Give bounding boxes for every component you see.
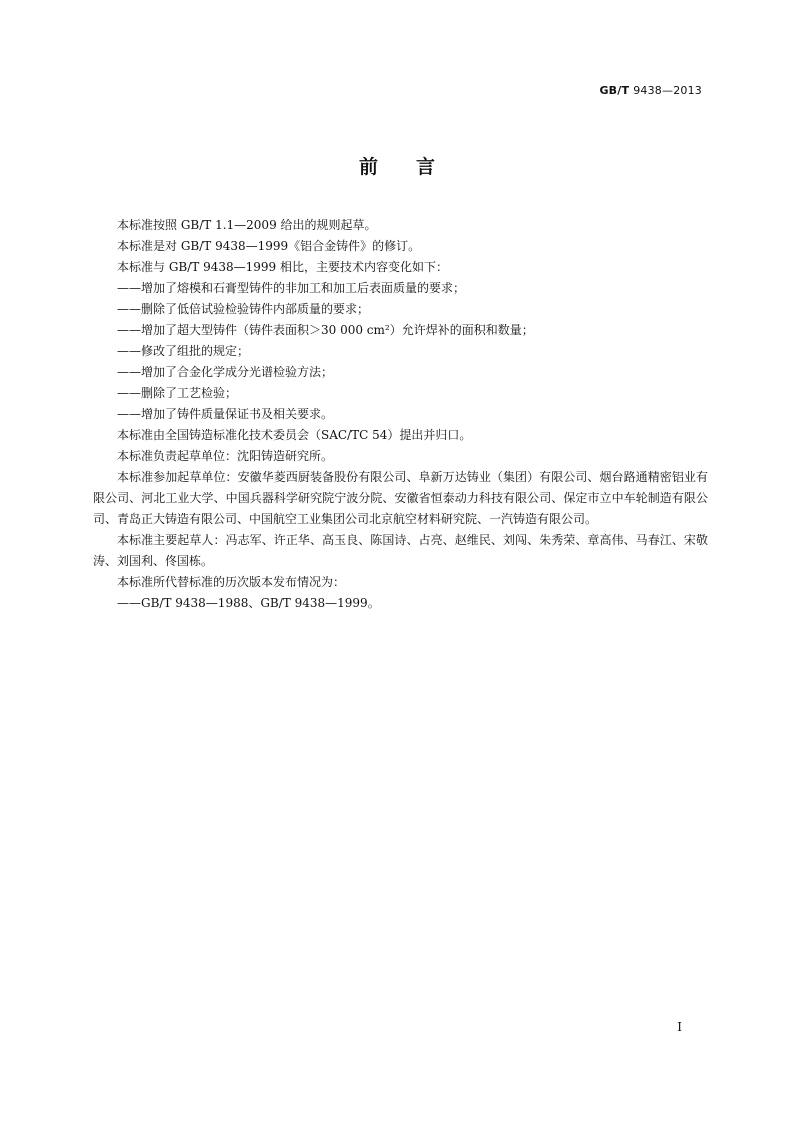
page-title: 前言: [358, 156, 473, 178]
document-header: [599, 84, 702, 97]
change-list-item: ——增加了合金化学成分光谱检验方法；: [117, 365, 334, 379]
paragraph: 本标准主要起草人：冯志军、许正华、高玉良、陈国诗、占亮、赵维民、刘闯、朱秀荣、章高伟、马春江、宋敬涛、刘国利、佟国栋。: [93, 533, 708, 568]
paragraph: 本标准由全国铸造标准化技术委员会（SAC/TC 54）提出并归口。: [117, 428, 472, 442]
change-list-item: ——增加了铸件质量保证书及相关要求。: [117, 407, 334, 421]
change-list-item: ——修改了组批的规定；: [117, 344, 250, 358]
paragraph: 本标准负责起草单位：沈阳铸造研究所。: [117, 449, 334, 463]
change-list-item: ——删除了低倍试验检验铸件内部质量的要求；: [117, 302, 370, 316]
foreword-body: [93, 215, 708, 614]
paragraph: 本标准与 GB/T 9438—1999 相比，主要技术内容变化如下：: [117, 260, 448, 274]
paragraph: 本标准所代替标准的历次版本发布情况为：: [117, 575, 346, 589]
change-list-item: ——删除了工艺检验；: [117, 386, 238, 400]
standard-number: 9438—2013: [633, 84, 702, 97]
standard-prefix: GB/T: [599, 84, 630, 97]
paragraph: 本标准按照 GB/T 1.1—2009 给出的规则起草。: [117, 218, 377, 232]
change-list-item: ——GB/T 9438—1988、GB/T 9438—1999。: [117, 596, 380, 610]
change-list-item: ——增加了超大型铸件（铸件表面积＞30 000 cm²）允许焊补的面积和数量；: [117, 323, 534, 337]
change-list-item: ——增加了熔模和石膏型铸件的非加工和加工后表面质量的要求；: [117, 281, 466, 295]
paragraph: 本标准参加起草单位：安徽华菱西厨装备股份有限公司、阜新万达铸业（集团）有限公司、烟台路通精密铝业有限公司、河北工业大学、中国兵器科学研究院宁波分院、安徽省恒泰动力科技有限公司、保定市立中车轮制造有限公司、青岛正大铸造有限公司、中国航空工业集团公司北京航空材料研究院、一汽铸造有限公司。: [93, 470, 708, 526]
paragraph: 本标准是对 GB/T 9438—1999《铝合金铸件》的修订。: [117, 239, 421, 253]
page-number: I: [677, 1020, 682, 1034]
